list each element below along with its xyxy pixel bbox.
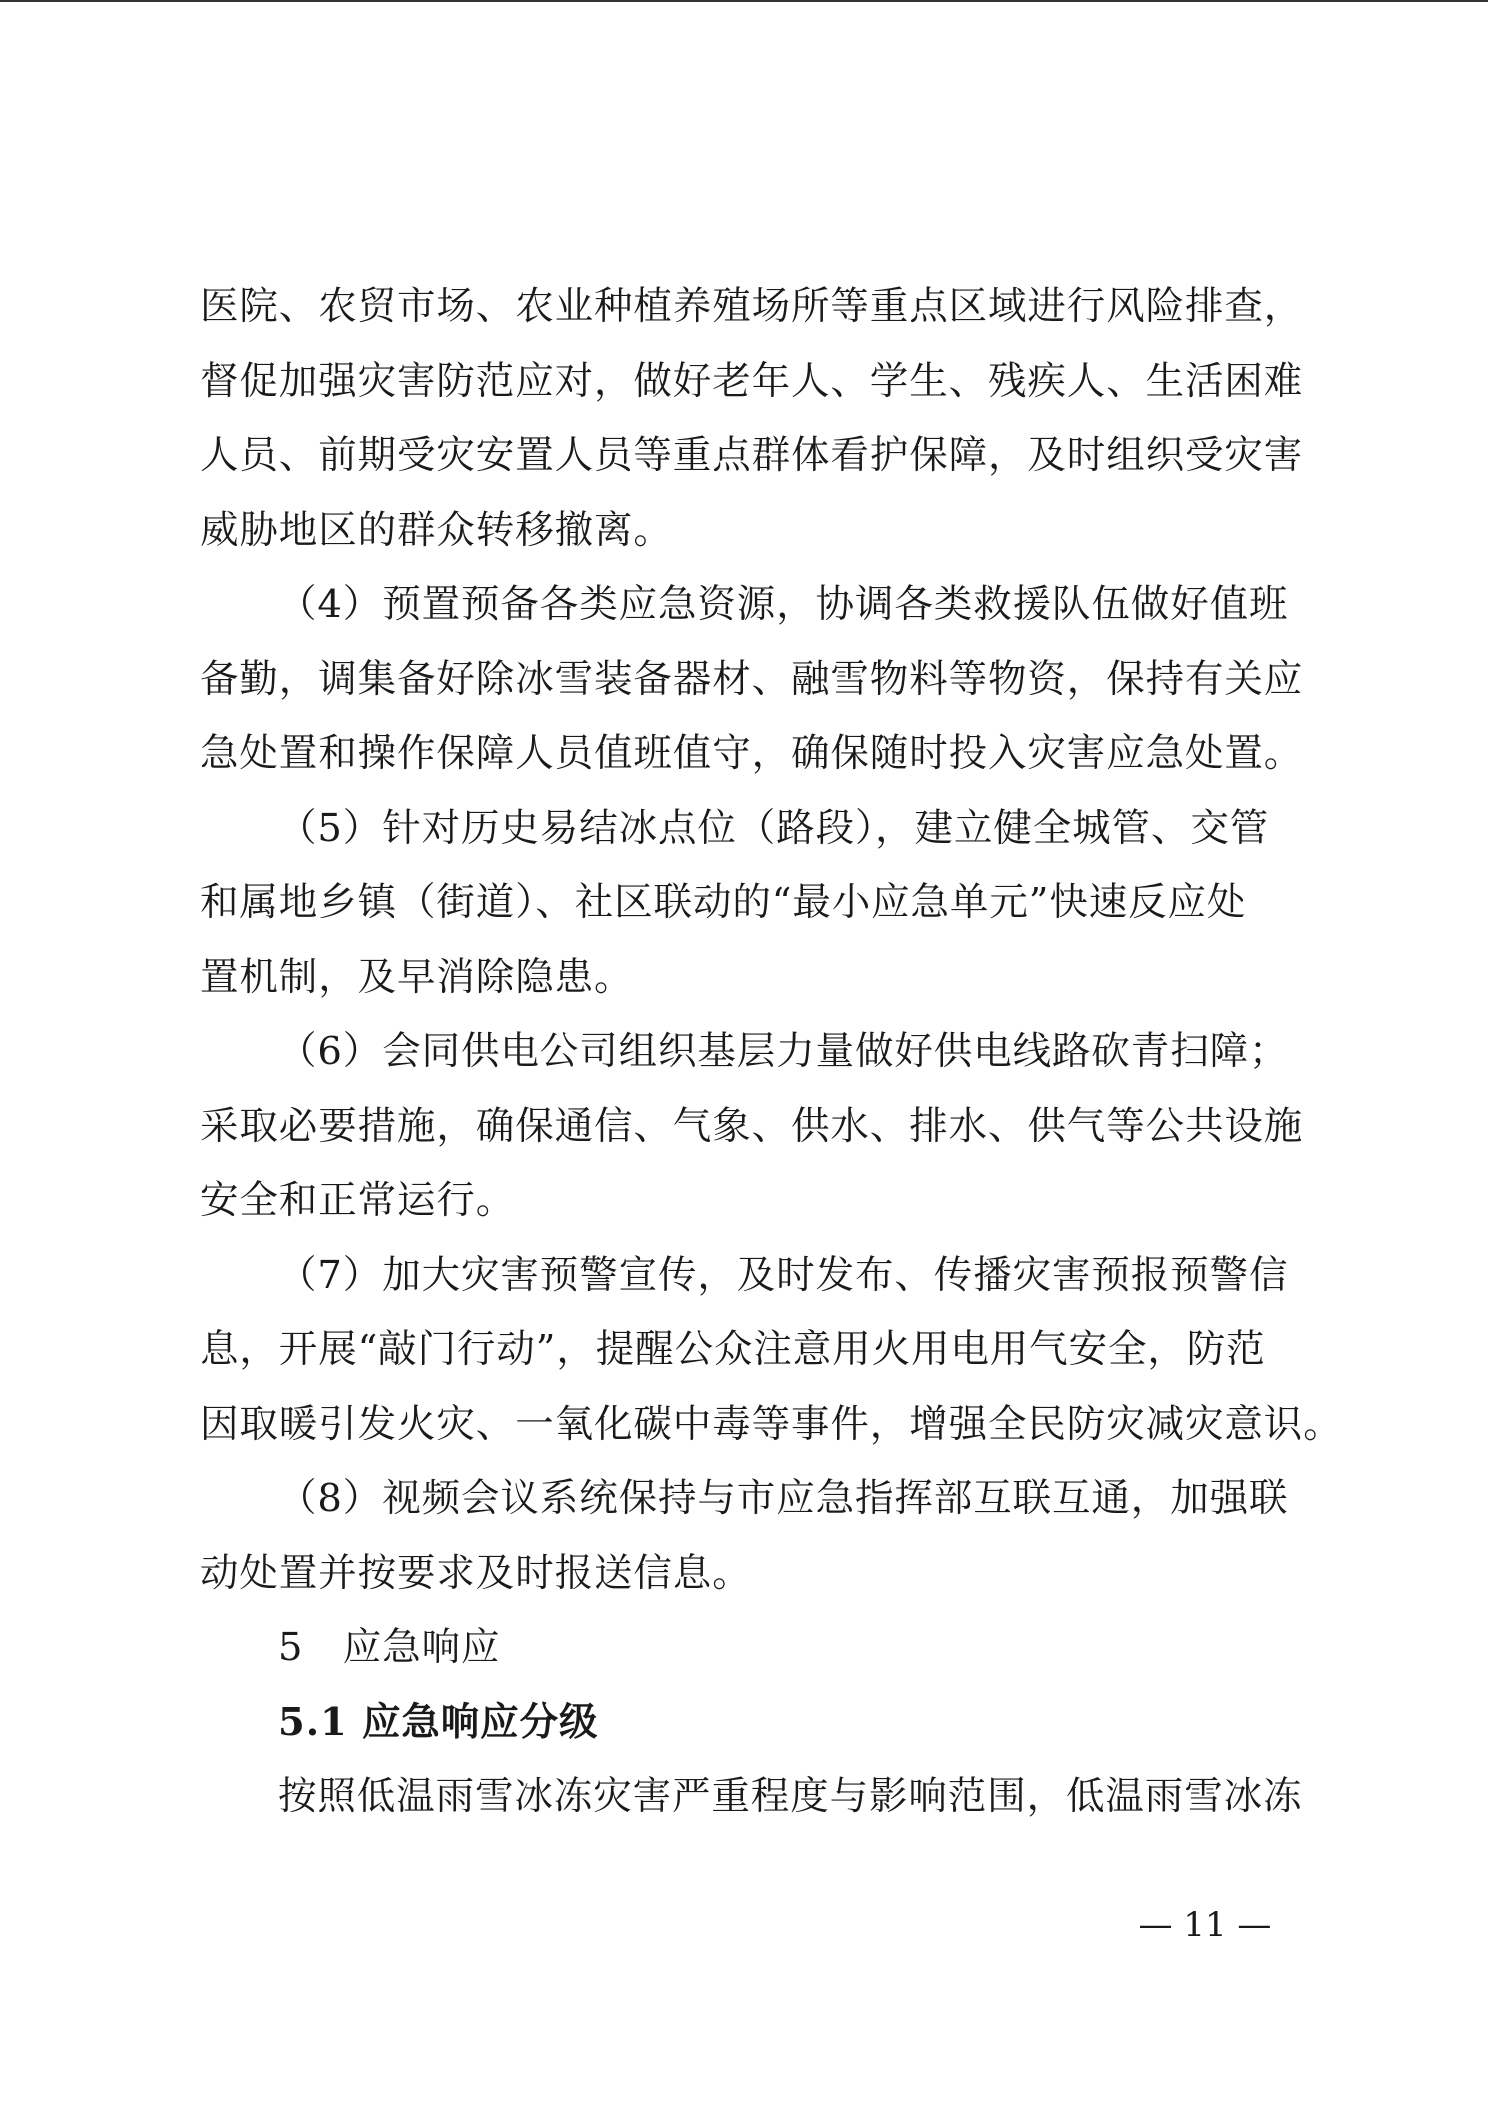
paragraph-line: 采取必要措施，确保通信、气象、供水、排水、供气等公共设施 [200, 1103, 1304, 1149]
top-border-rule [0, 0, 1488, 2]
paragraph-line: 人员、前期受灾安置人员等重点群体看护保障，及时组织受灾害 [200, 433, 1304, 478]
list-item-7-line: （7）加大灾害预警宣传，及时发布、传播灾害预报预警信 [278, 1252, 1289, 1298]
paragraph-line: 备勤，调集备好除冰雪装备器材、融雪物料等物资，保持有关应 [200, 656, 1304, 702]
paragraph-line: 因取暖引发火灾、一氧化碳中毒等事件，增强全民防灾减灾意识。 [200, 1401, 1343, 1447]
paragraph-line: 急处置和操作保障人员值班值守，确保随时投入灾害应急处置。 [200, 731, 1304, 776]
list-item-4-line: （4）预置预备各类应急资源，协调各类救援队伍做好值班 [278, 582, 1289, 627]
subsection-heading: 5.1 应急响应分级 [278, 1699, 599, 1745]
page-number: — 11 — [1138, 1905, 1272, 1945]
paragraph-line: 医院、农贸市场、农业种植养殖场所等重点区域进行风险排查， [200, 284, 1304, 329]
paragraph-line: 动处置并按要求及时报送信息。 [200, 1550, 752, 1596]
paragraph-line: 按照低温雨雪冰冻灾害严重程度与影响范围，低温雨雪冰冻 [278, 1774, 1303, 1819]
paragraph-line: 置机制，及早消除隐患。 [200, 954, 634, 1000]
paragraph-line: 威胁地区的群众转移撤离。 [200, 507, 673, 553]
list-item-6-line: （6）会同供电公司组织基层力量做好供电线路砍青扫障； [278, 1029, 1289, 1074]
list-item-8-line: （8）视频会议系统保持与市应急指挥部互联互通，加强联 [278, 1476, 1289, 1521]
paragraph-line: 督促加强灾害防范应对，做好老年人、学生、残疾人、生活困难 [200, 358, 1304, 404]
list-item-5-line: （5）针对历史易结冰点位（路段），建立健全城管、交管 [278, 805, 1270, 851]
paragraph-line: 息，开展“敲门行动”，提醒公众注意用火用电用气安全，防范 [200, 1327, 1266, 1372]
document-body [200, 270, 1343, 1835]
paragraph-line: 和属地乡镇（街道）、社区联动的“最小应急单元”快速反应处 [200, 880, 1247, 925]
section-heading: 5 应急响应 [278, 1625, 501, 1670]
paragraph-line: 安全和正常运行。 [200, 1178, 516, 1223]
